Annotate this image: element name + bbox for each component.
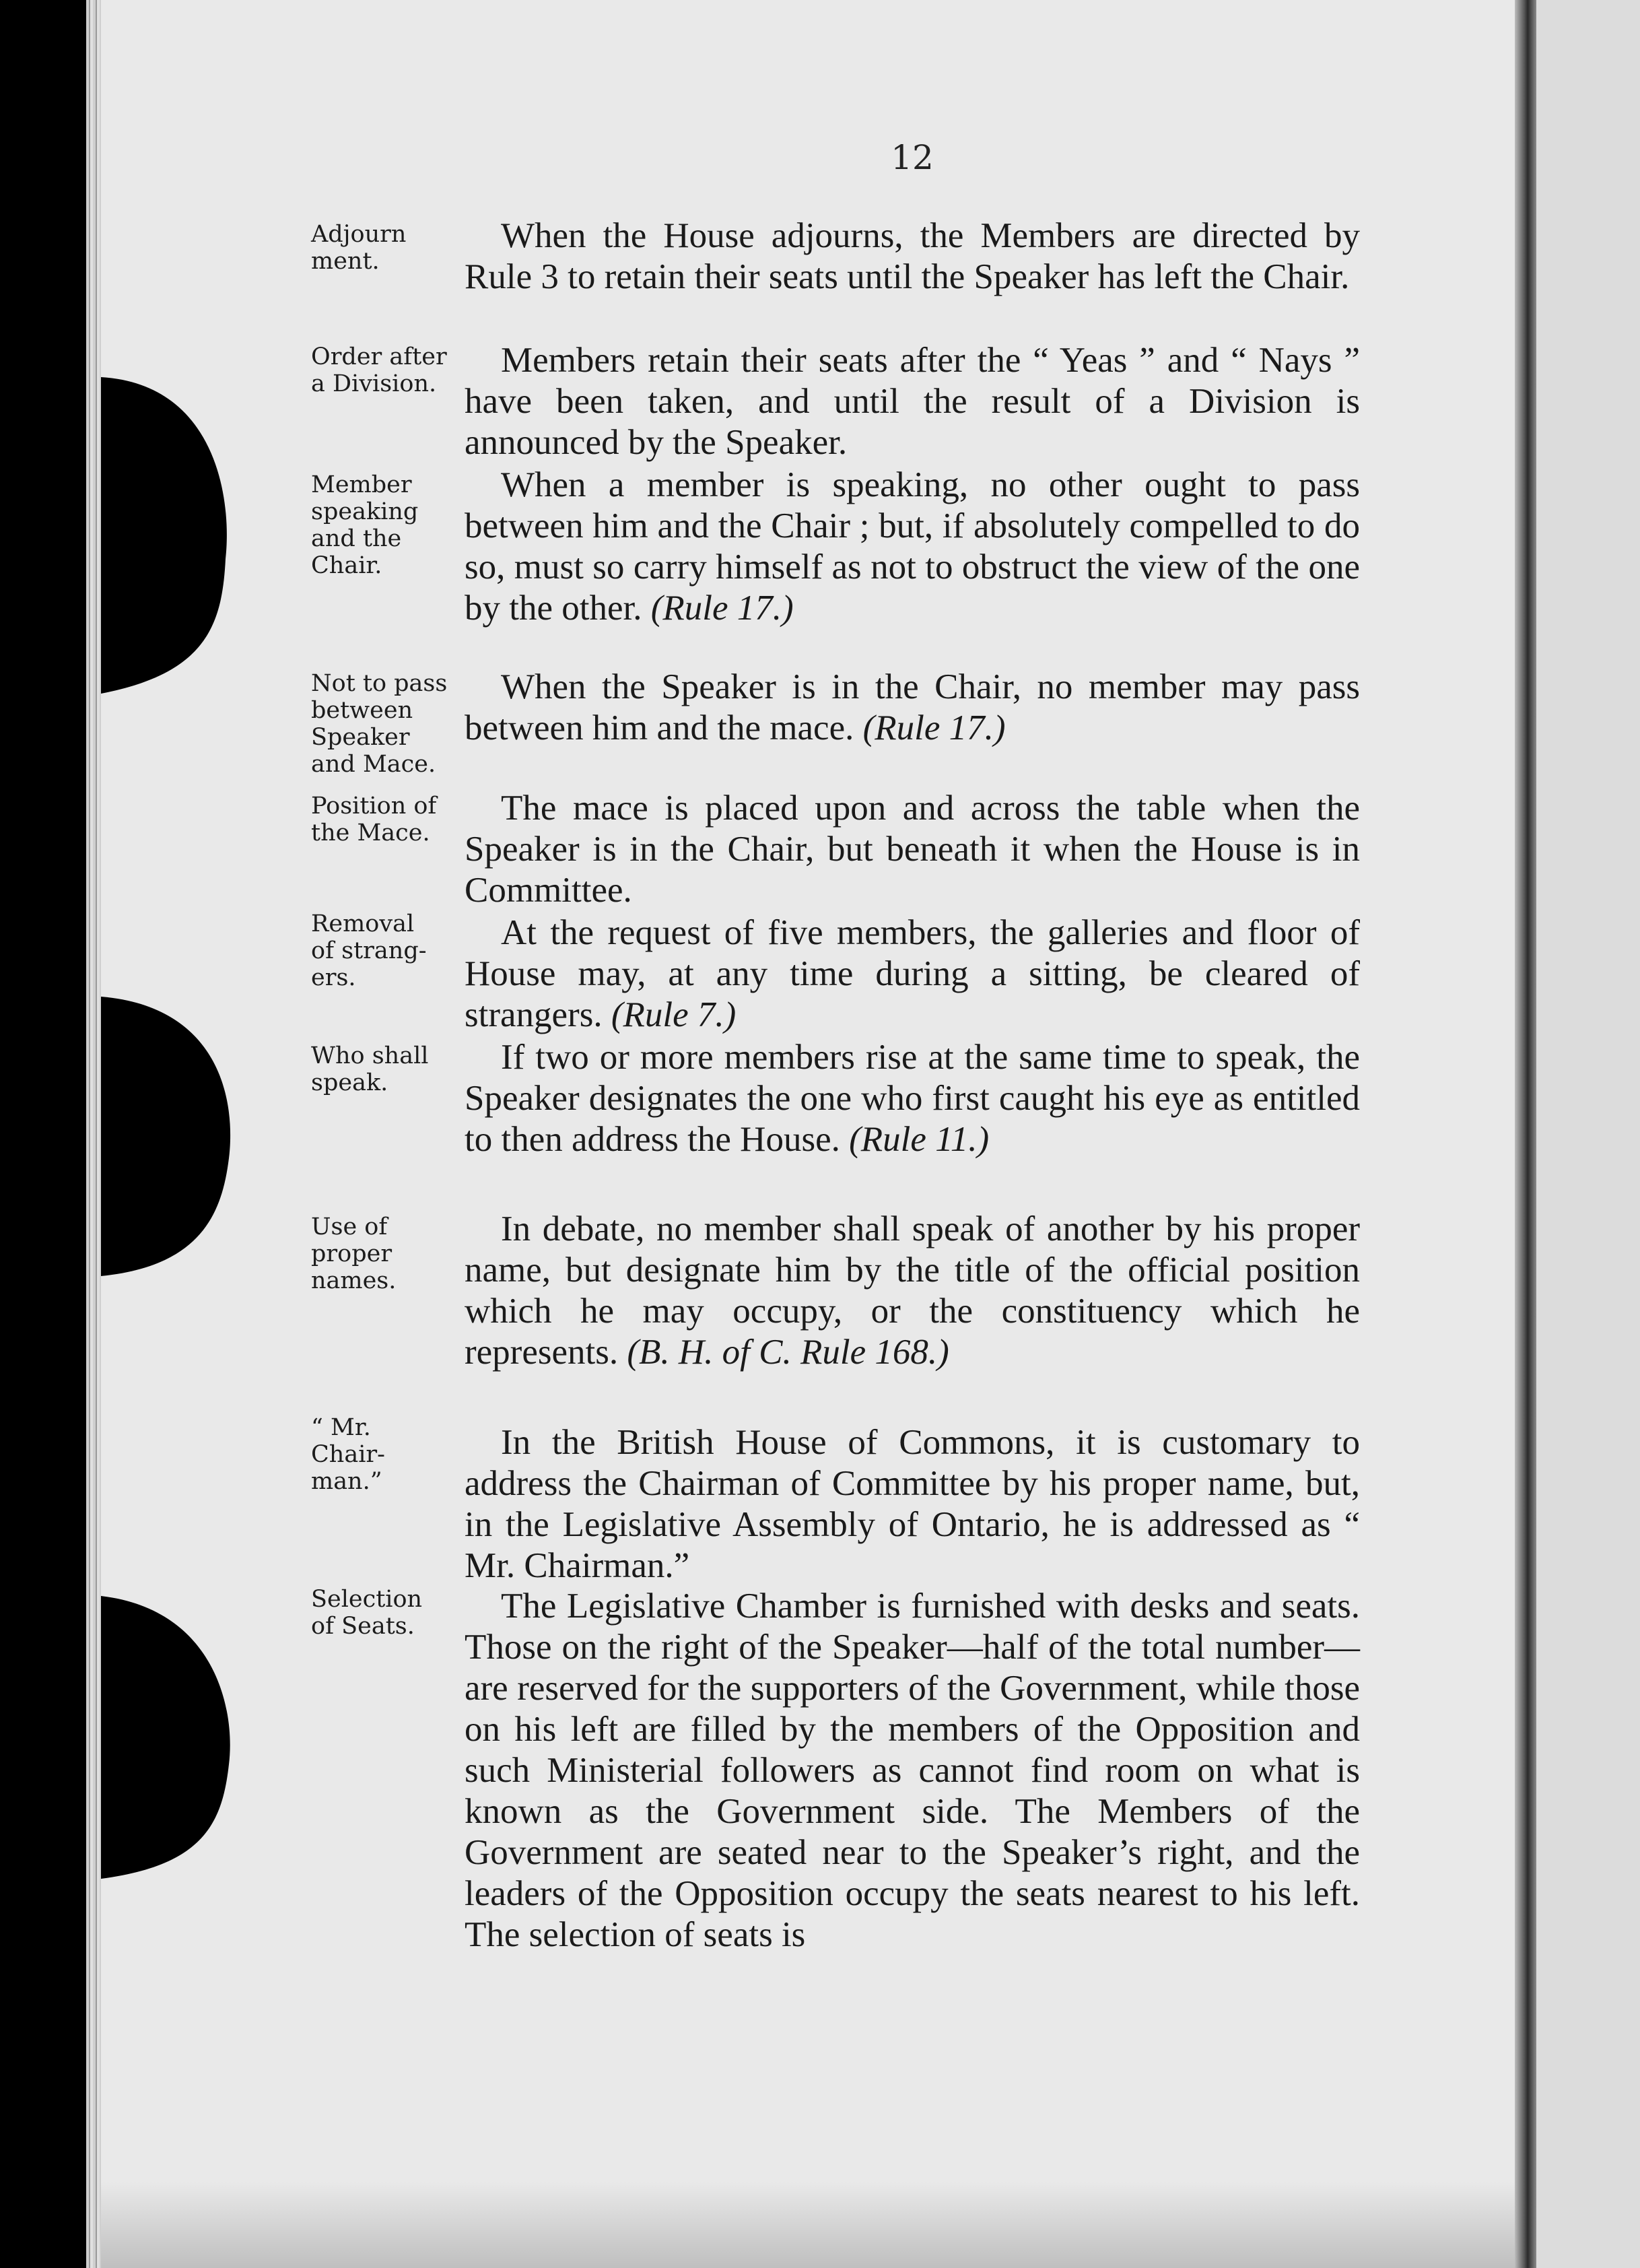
side-note: Who shall speak. [311,1042,429,1096]
thumb-index-cutouts [0,0,269,2268]
page-number: 12 [891,138,934,177]
paragraph: When the House adjourns, the Members are directed by Rule 3 to retain their seats until the Speaker has left the Chair. [465,216,1360,296]
paragraph: In the British House of Commons, it is customary to address the Chairman of Committee by his proper name, but, in the Legislative Assembly of Ontario, he is addressed as “ Mr. Chairman.” [465,1423,1360,1585]
rule-citation: (Rule 11.) [849,1120,990,1159]
rule-citation: (B. H. of C. Rule 168.) [627,1333,949,1372]
paragraph: The Legislative Chamber is furnished with desks and seats. Those on the right of the Speaker—half of the total number—are reserved for the supporters of the Government, while those on his left are filled by the members of the Opposition and such Ministerial followers as cannot find room on what is known as the Government side. The Members of the Government are seated near to the Speaker’s right, and the leaders of the Opposition occupy the seats nearest to his left. The selection of seats is [465,1587,1360,1954]
side-note: Removal of strang- ers. [311,910,427,991]
rule-citation: (Rule 17.) [862,708,1006,747]
side-note: Use of proper names. [311,1213,397,1294]
side-note: “ Mr. Chair- man.” [311,1414,385,1495]
side-note: Position of the Mace. [311,793,437,846]
rule-citation: (Rule 17.) [650,589,794,628]
paragraph [465,667,1360,749]
paragraph-text: When the Speaker is in the Chair, no member may pass between him and the mace. [465,667,1360,747]
paragraph [465,912,1360,1036]
facing-page-edge [1536,0,1640,2268]
paragraph: Members retain their seats after the “ Yeas ” and “ Nays ” have been taken, and until the result of a Division is announced by the Speaker. [465,341,1360,462]
side-note: Member speaking and the Chair. [311,471,419,579]
paragraph-text: In debate, no member shall speak of another by his proper name, but designate him by the title of the official position which he may occupy, or the constituency which he represents. [465,1209,1360,1372]
side-note: Adjourn ment. [311,221,407,275]
paragraph [465,1037,1360,1160]
paragraph: The mace is placed upon and across the table when the Speaker is in the Chair, but beneath it when the House is in Committee. [465,789,1360,910]
rule-citation: (Rule 7.) [611,995,737,1034]
side-note: Selection of Seats. [311,1586,423,1640]
paragraph-text: If two or more members rise at the same time to speak, the Speaker designates the one who first caught his eye as entitled to then address the House. [465,1038,1360,1159]
paragraph-text: At the request of five members, the galleries and floor of House may, at any time during a sitting, be cleared of strangers. [465,913,1360,1034]
paragraph [465,465,1360,629]
book-gutter [1515,0,1536,2268]
side-note: Order after a Division. [311,343,447,397]
paragraph [465,1209,1360,1373]
side-note: Not to pass between Speaker and Mace. [311,670,448,778]
paragraph-text: When a member is speaking, no other ought to pass between him and the Chair ; but, if absolutely compelled to do so, must so carry himself as not to obstruct the view of the one by the other. [465,465,1360,628]
page-shadow [101,2182,1515,2268]
